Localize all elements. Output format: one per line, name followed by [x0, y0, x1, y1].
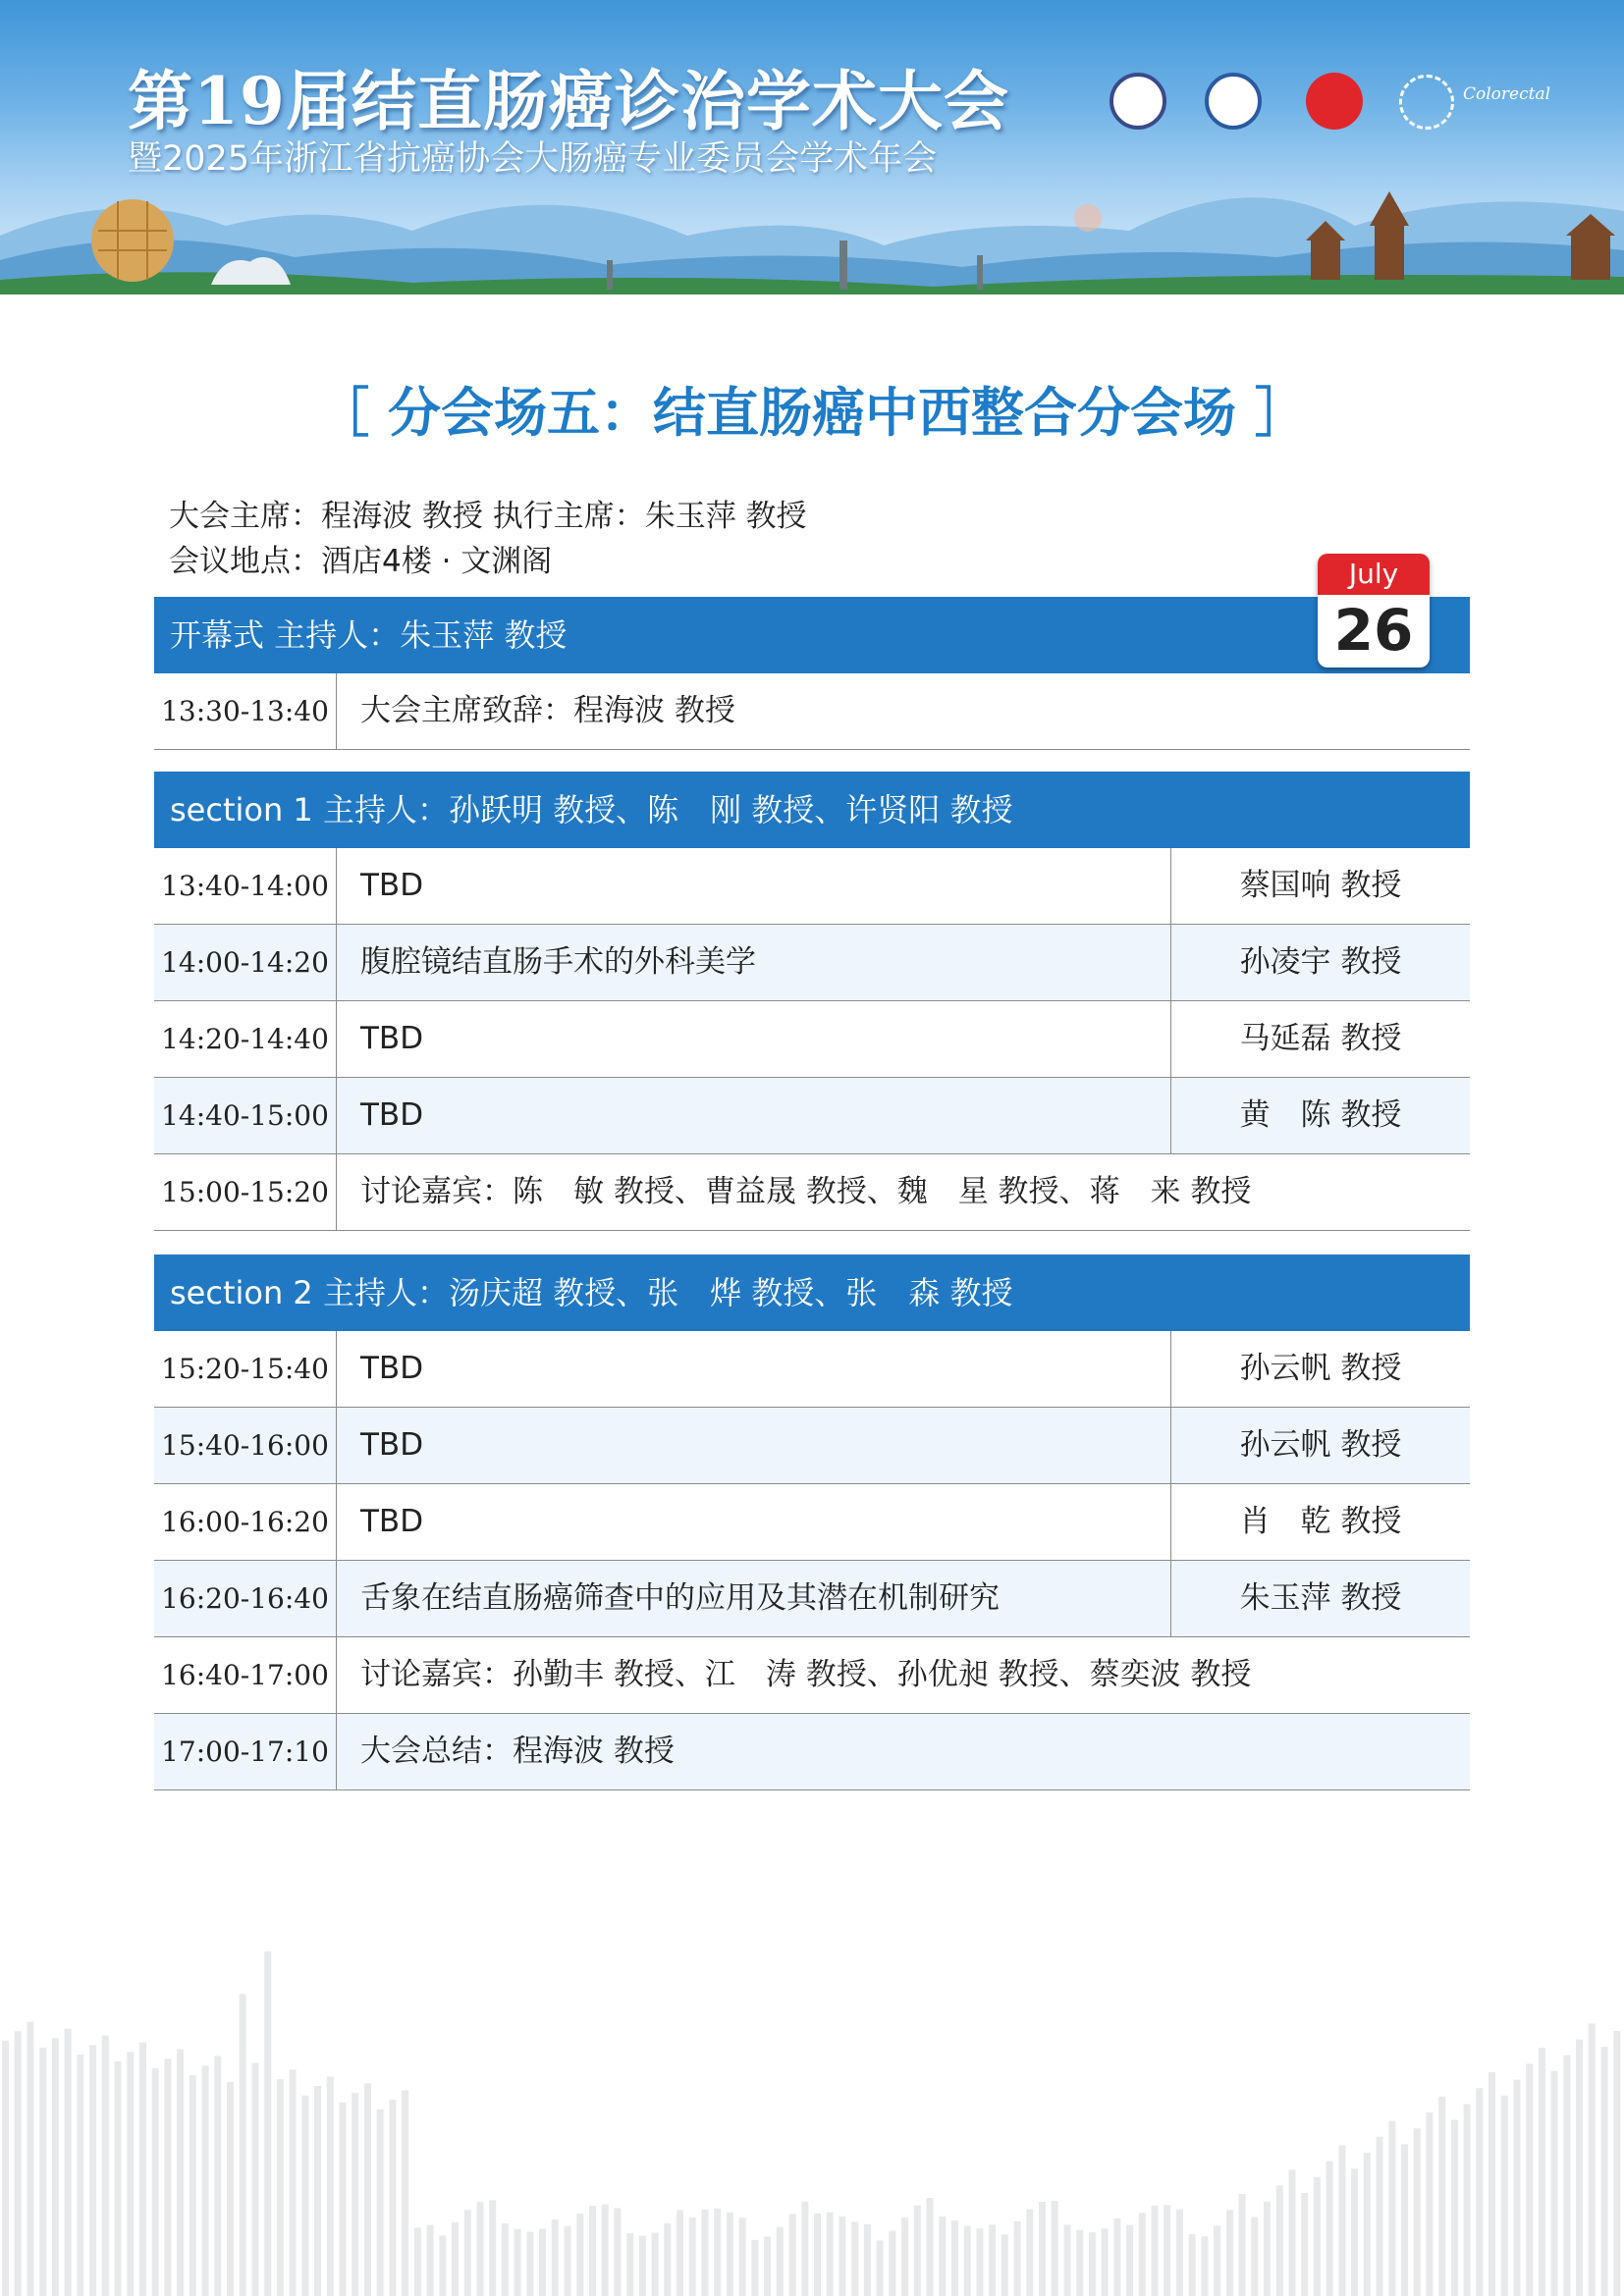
table-row [154, 1714, 1470, 1790]
decorative-bar [1126, 2225, 1133, 2296]
decorative-bar [1351, 2168, 1358, 2296]
time-cell: 16:00-16:20 [154, 1484, 337, 1560]
decorative-bar [1251, 2217, 1258, 2296]
decorative-bar [914, 2206, 921, 2296]
decorative-bar [352, 2093, 358, 2296]
decorative-bar [1438, 2097, 1445, 2296]
decorative-bar [976, 2228, 983, 2296]
block-header: section 2 主持人：汤庆超 教授、张 烨 教授、张 森 教授 [154, 1255, 1470, 1331]
decorative-bar [1401, 2144, 1408, 2296]
block-header: 开幕式 主持人：朱玉萍 教授 [154, 597, 1470, 673]
decorative-bar [452, 2222, 459, 2296]
decorative-bar [227, 2082, 234, 2296]
speaker-cell: 孙云帆 教授 [1170, 1408, 1470, 1483]
decorative-bar [1014, 2221, 1021, 2296]
decorative-bar [1388, 2121, 1395, 2296]
decorative-bar [1613, 2031, 1620, 2296]
decorative-bar [1589, 2023, 1596, 2296]
decorative-bar [1052, 2201, 1058, 2296]
decorative-bar [751, 2240, 758, 2296]
decorative-bar [1289, 2169, 1296, 2296]
decorative-bar [477, 2202, 484, 2296]
decorative-bar [1338, 2145, 1345, 2296]
decorative-bar [89, 2045, 96, 2296]
schedule-block-opening [154, 597, 1470, 750]
decorative-bar [27, 2022, 33, 2296]
decorative-bar [1276, 2185, 1283, 2296]
decorative-bar [1264, 2202, 1271, 2296]
decorative-bar [1526, 2063, 1533, 2296]
decorative-bar [1076, 2230, 1083, 2296]
schedule-block-section-2 [154, 1255, 1470, 1790]
decorative-bar [364, 2083, 371, 2296]
decorative-bar [1326, 2162, 1333, 2296]
decorative-bar [827, 2213, 834, 2296]
time-cell: 16:20-16:40 [154, 1561, 337, 1636]
decorative-bar [589, 2206, 596, 2296]
decorative-bar [139, 2043, 146, 2296]
decorative-bar [526, 2232, 533, 2296]
decorative-bar [552, 2219, 559, 2296]
decorative-bar [277, 2079, 284, 2296]
hospital-logo-icon [1205, 73, 1262, 130]
decorative-bar [565, 2226, 571, 2296]
decorative-bar [202, 2065, 209, 2296]
decorative-bar [1451, 2120, 1458, 2296]
time-cell: 17:00-17:10 [154, 1714, 337, 1789]
decorative-bar [964, 2226, 971, 2296]
decorative-bar [1113, 2218, 1120, 2296]
decorative-bar [340, 2103, 347, 2296]
decorative-bar [377, 2109, 384, 2296]
decorative-bar [102, 2036, 109, 2296]
decorative-bar [839, 2216, 845, 2296]
decorative-bar [77, 2055, 83, 2296]
decorative-bar [1026, 2210, 1033, 2296]
decorative-bar [1214, 2225, 1220, 2296]
decorative-bar [689, 2217, 696, 2296]
table-row [154, 1561, 1470, 1637]
decorative-bar [889, 2231, 895, 2296]
decorative-bar [39, 2048, 46, 2296]
decorative-bar [602, 2205, 609, 2296]
decorative-bar [65, 2029, 72, 2296]
decorative-bar [1514, 2080, 1521, 2296]
decorative-bar [1489, 2072, 1495, 2296]
decorative-bar [1164, 2205, 1170, 2296]
decorative-bar [1201, 2236, 1208, 2296]
table-row [154, 848, 1470, 925]
table-row [154, 673, 1470, 750]
decorative-bar [1563, 2056, 1570, 2296]
decorative-bar [1239, 2194, 1246, 2296]
decorative-bar [252, 2063, 259, 2296]
decorative-bar [901, 2217, 908, 2296]
decorative-bar [464, 2210, 471, 2296]
time-cell: 14:40-15:00 [154, 1078, 337, 1153]
decorative-bar [639, 2236, 646, 2296]
content-cell: TBD [360, 1097, 424, 1133]
time-cell: 14:20-14:40 [154, 1001, 337, 1077]
table-row [154, 925, 1470, 1001]
decorative-bar [1364, 2153, 1371, 2296]
header-banner [0, 0, 1624, 294]
decorative-bar [2, 2041, 9, 2296]
decorative-bar [1064, 2224, 1071, 2296]
decorative-bar [1139, 2213, 1146, 2296]
colorectal-logo-text: Colorectal [1463, 84, 1551, 104]
decorative-bar [1314, 2177, 1321, 2296]
time-cell: 13:40-14:00 [154, 848, 337, 924]
table-row [154, 1078, 1470, 1154]
decorative-bar [439, 2235, 446, 2296]
decorative-bar [240, 1994, 246, 2296]
decorative-bar [927, 2198, 934, 2296]
decorative-bar [851, 2221, 858, 2296]
decorative-bar-pattern [0, 1895, 1624, 2296]
time-cell: 14:00-14:20 [154, 925, 337, 1000]
speaker-cell: 孙凌宇 教授 [1170, 925, 1470, 1000]
decorative-bar [677, 2211, 683, 2296]
decorative-bar [15, 2031, 22, 2296]
decorative-bar [1426, 2112, 1433, 2296]
decorative-bar [727, 2213, 733, 2296]
table-row [154, 1637, 1470, 1714]
speaker-cell: 肖 乾 教授 [1170, 1484, 1470, 1560]
colorectal-logo-icon [1399, 75, 1454, 130]
decorative-bar [1189, 2234, 1196, 2296]
decorative-bar [1226, 2210, 1233, 2296]
speaker-cell: 黄 陈 教授 [1170, 1078, 1470, 1153]
decorative-bar [290, 2070, 297, 2296]
content-cell: TBD [360, 1427, 424, 1463]
table-row [154, 1408, 1470, 1484]
decorative-bar [801, 2202, 808, 2296]
decorative-bar [989, 2224, 996, 2296]
content-cell: 讨论嘉宾：陈 敏 教授、曹益晟 教授、魏 星 教授、蒋 来 教授 [360, 1174, 1252, 1209]
speaker-cell: 朱玉萍 教授 [1170, 1561, 1470, 1636]
decorative-bar [702, 2210, 709, 2296]
decorative-bar [327, 2077, 334, 2296]
table-row [154, 1154, 1470, 1231]
speaker-cell: 孙云帆 教授 [1170, 1331, 1470, 1407]
speaker-cell: 蔡国响 教授 [1170, 848, 1470, 924]
decorative-bar [877, 2240, 884, 2296]
decorative-bar [301, 2096, 308, 2296]
decorative-bar [152, 2068, 159, 2296]
speaker-cell: 马延磊 教授 [1170, 1001, 1470, 1077]
decorative-bar [664, 2223, 671, 2296]
content-cell: 大会主席致辞：程海波 教授 [360, 693, 735, 728]
banner-title: 第19届结直肠癌诊治学术大会 [128, 63, 1009, 139]
decorative-bar [764, 2236, 771, 2296]
decorative-bar [1001, 2234, 1008, 2296]
content-cell: 腹腔镜结直肠手术的外科美学 [360, 944, 756, 980]
decorative-bar [1501, 2096, 1508, 2296]
content-cell: TBD [360, 1351, 424, 1386]
table-row [154, 1331, 1470, 1408]
decorative-bar [626, 2233, 633, 2296]
decorative-bar [1576, 2040, 1583, 2296]
time-cell: 15:20-15:40 [154, 1331, 337, 1407]
decorative-bar [264, 1951, 271, 2296]
brand-logo-icon [1306, 73, 1363, 130]
decorative-bar [52, 2038, 59, 2296]
decorative-bar [1301, 2193, 1308, 2296]
content-cell: TBD [360, 1504, 424, 1539]
date-day: 26 [1333, 597, 1414, 664]
decorative-bar [951, 2220, 958, 2296]
decorative-bar [115, 2061, 122, 2296]
decorative-bar [1476, 2088, 1483, 2296]
decorative-bar [1089, 2232, 1096, 2296]
session-title: ［ 分会场五：结直肠癌中西整合分会场 ］ [316, 382, 1308, 444]
decorative-bar [652, 2233, 659, 2296]
decorative-bar [777, 2227, 784, 2296]
decorative-bar [164, 2058, 171, 2296]
decorative-bar [576, 2214, 583, 2296]
decorative-bar [814, 2214, 821, 2296]
date-month: July [1318, 554, 1430, 595]
content-cell: 舌象在结直肠癌筛查中的应用及其潜在机制研究 [360, 1580, 1000, 1616]
logo-group [1105, 73, 1551, 132]
time-cell: 16:40-17:00 [154, 1637, 337, 1713]
time-cell: 13:30-13:40 [154, 673, 337, 749]
decorative-bar [1414, 2128, 1421, 2296]
decorative-bar [1102, 2228, 1109, 2296]
decorative-bar [939, 2216, 946, 2296]
decorative-bar [177, 2050, 184, 2296]
time-cell: 15:40-16:00 [154, 1408, 337, 1483]
decorative-bar [864, 2224, 871, 2296]
decorative-bar [414, 2228, 421, 2296]
decorative-bar [189, 2075, 196, 2296]
decorative-bar [1464, 2104, 1471, 2296]
block-header: section 1 主持人：孙跃明 教授、陈 刚 教授、许贤阳 教授 [154, 772, 1470, 848]
chairs-line: 大会主席：程海波 教授 执行主席：朱玉萍 教授 [169, 499, 807, 534]
decorative-bar [1601, 2047, 1608, 2296]
decorative-bar [389, 2100, 396, 2296]
decorative-bar [314, 2086, 321, 2296]
decorative-bar [1176, 2210, 1183, 2296]
decorative-bar [1551, 2071, 1558, 2296]
decorative-bar [502, 2223, 509, 2296]
banner-subtitle: 暨2025年浙江省抗癌协会大肠癌专业委员会学术年会 [128, 139, 938, 179]
decorative-bar [1039, 2202, 1046, 2296]
decorative-bar [614, 2208, 621, 2296]
decorative-bar [1152, 2206, 1159, 2296]
table-row [154, 1484, 1470, 1561]
content-cell: 讨论嘉宾：孙勤丰 教授、江 涛 教授、孙优昶 教授、蔡奕波 教授 [360, 1657, 1252, 1692]
date-badge [1318, 554, 1430, 667]
decorative-bar [739, 2217, 746, 2296]
decorative-bar [427, 2225, 434, 2296]
decorative-bar [489, 2200, 496, 2296]
time-cell: 15:00-15:20 [154, 1154, 337, 1230]
decorative-bar [789, 2214, 796, 2296]
venue-line: 会议地点：酒店4楼 · 文渊阁 [169, 544, 553, 579]
table-row [154, 1001, 1470, 1078]
decorative-bar [1377, 2137, 1383, 2296]
content-cell: 大会总结：程海波 教授 [360, 1734, 675, 1769]
association-logo-icon [1110, 73, 1166, 130]
decorative-bar [714, 2209, 721, 2296]
decorative-bar [127, 2052, 134, 2296]
content-cell: TBD [360, 1021, 424, 1056]
content-cell: TBD [360, 868, 424, 903]
decorative-bar [1539, 2048, 1545, 2296]
decorative-bar [214, 2056, 221, 2296]
schedule-block-section-1 [154, 772, 1470, 1231]
decorative-bar [402, 2090, 408, 2296]
decorative-bar [514, 2229, 521, 2296]
decorative-bar [539, 2229, 546, 2296]
